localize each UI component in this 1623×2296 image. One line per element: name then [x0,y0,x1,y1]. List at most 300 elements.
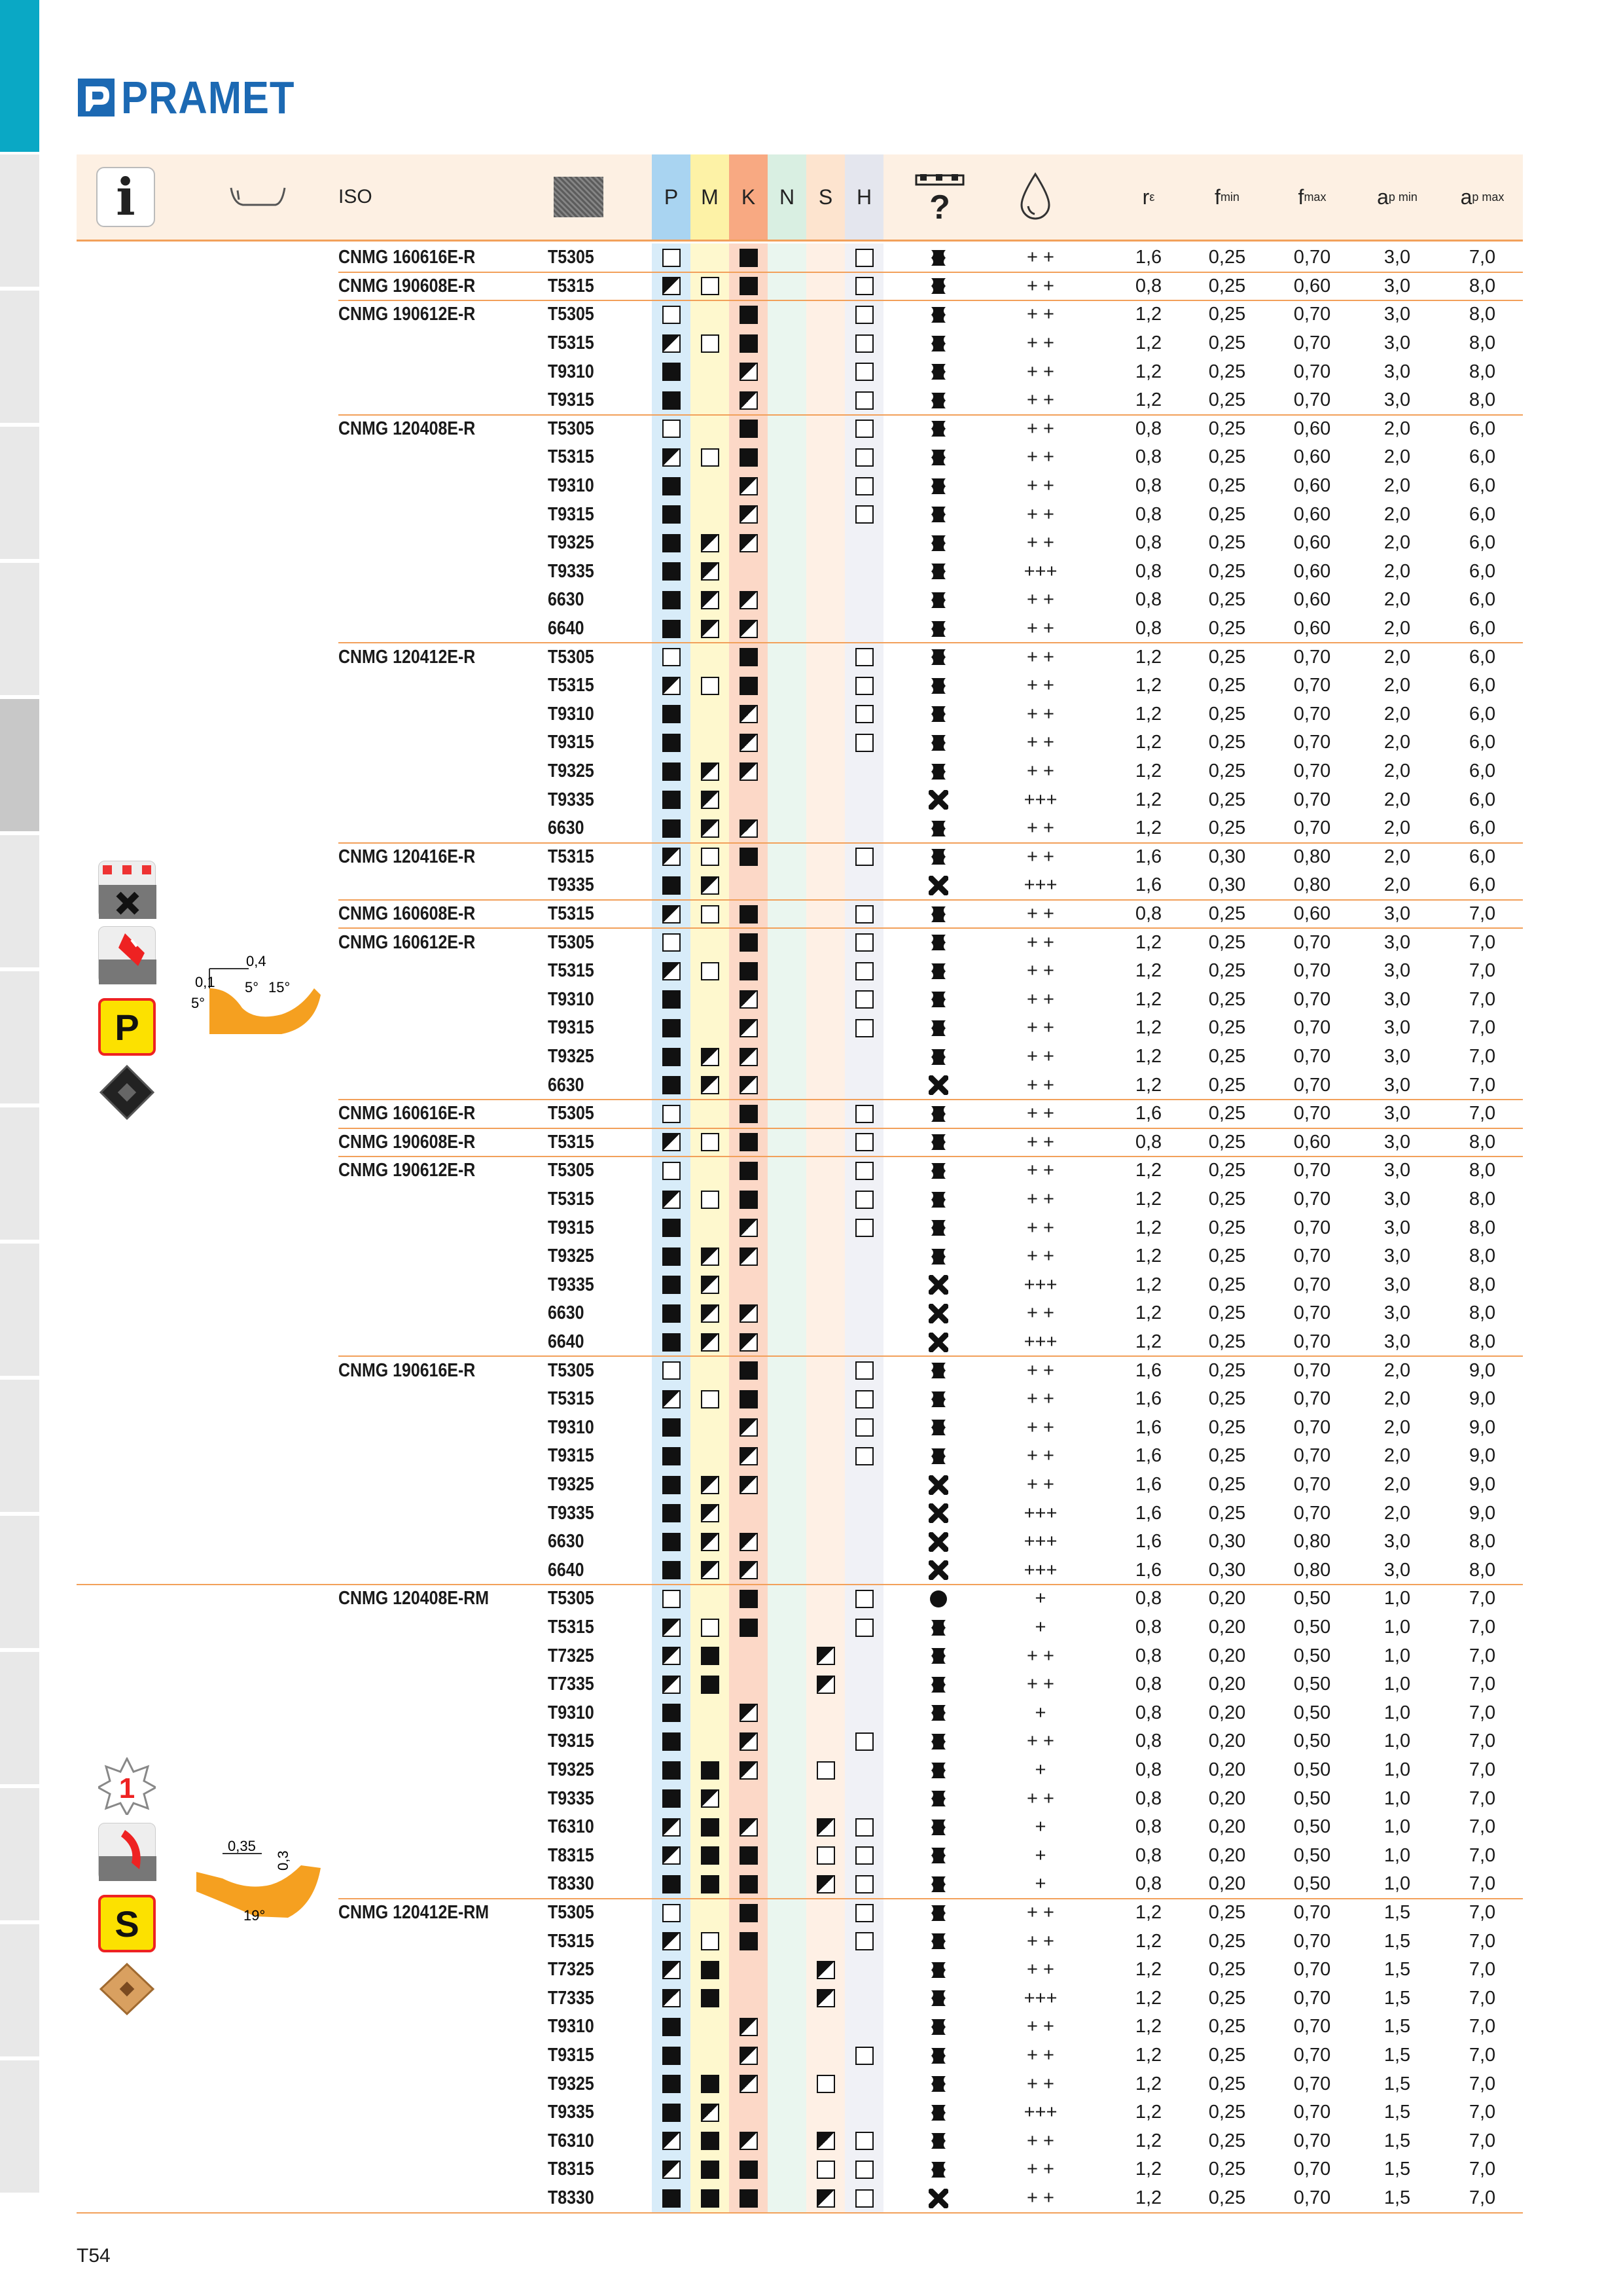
material-cell-k [729,386,768,415]
param-value: 0,8 [1135,475,1162,497]
table-row[interactable] [0,1043,1623,1071]
material-cell-p [652,615,690,643]
grade-code: T9325 [548,1046,594,1067]
material-cell-h [845,272,883,301]
material-cell-n [768,1043,806,1071]
material-cell-n [768,1927,806,1956]
material-cell-p [652,1213,690,1242]
coolant-rating: + + [1027,931,1054,953]
material-cell-h [845,415,883,444]
chipbreaker-cell [906,1299,971,1328]
param-value: 1,2 [1135,2102,1162,2123]
filled-square-icon [662,2104,681,2122]
table-row[interactable] [0,643,1623,672]
chipbreaker-cell [906,1128,971,1157]
table-row[interactable] [0,1784,1623,1813]
coolant-rating: + + [1027,275,1054,296]
half-square-icon [662,1619,681,1637]
param-value: 7,0 [1469,1987,1496,2009]
empty-square-icon [855,448,874,467]
coolant-rating: + + [1027,1359,1054,1381]
table-row[interactable] [0,814,1623,843]
material-cell-p [652,1956,690,1984]
param-value: 3,0 [1383,389,1411,411]
half-square-icon [701,1533,719,1551]
coolant-rating: + + [1027,418,1054,439]
chipbreaker-cell [906,272,971,301]
chip-bowtie-icon [929,1903,948,1923]
material-cell-h [845,2155,883,2184]
chip-bowtie-icon [929,562,948,581]
table-row[interactable] [0,1356,1623,1385]
diagram-label: 0,4 [246,953,266,969]
coolant-rating: + + [1027,1388,1054,1410]
param-value: 6,0 [1469,761,1496,782]
table-row[interactable] [0,1157,1623,1185]
param-value: 7,0 [1469,1930,1496,1952]
param-value: 0,25 [1208,2159,1246,2180]
empty-square-icon [662,1361,681,1380]
filled-square-icon [740,1875,758,1893]
table-row[interactable] [0,1299,1623,1328]
table-row[interactable] [0,1756,1623,1785]
material-cell-n [768,529,806,558]
table-row[interactable] [0,1071,1623,1100]
half-square-icon [740,1048,758,1066]
param-value: 8,0 [1469,304,1496,325]
param-value: 1,5 [1383,2159,1411,2180]
material-cell-n [768,1499,806,1528]
material-cell-n [768,1899,806,1928]
row-separator [338,642,1523,643]
material-cell-k [729,329,768,358]
table-row[interactable] [0,1641,1623,1670]
table-row[interactable] [0,700,1623,729]
param-value: 0,25 [1208,1217,1246,1238]
material-cell-k [729,1242,768,1271]
grade-code: T9325 [548,1759,594,1781]
table-row[interactable] [0,415,1623,444]
table-row[interactable] [0,1185,1623,1214]
material-cell-m [690,2041,729,2070]
param-value: 6,0 [1469,560,1496,582]
param-value: 7,0 [1469,2130,1496,2151]
chipbreaker-cell [906,1356,971,1385]
table-row[interactable] [0,1956,1623,1984]
material-cell-s [806,558,845,586]
material-cell-m [690,2013,729,2041]
param-value: 1,2 [1135,2187,1162,2209]
filled-square-icon [740,1619,758,1637]
sidebar-tab[interactable] [0,0,39,152]
material-cell-n [768,1242,806,1271]
chip-bowtie-icon [929,762,948,781]
table-row[interactable] [0,1328,1623,1357]
param-value: 1,2 [1135,361,1162,382]
table-row[interactable] [0,728,1623,757]
chipbreaker-cell [906,1271,971,1300]
material-cell-n [768,1157,806,1185]
material-cell-s [806,1442,845,1471]
material-cell-h [845,814,883,843]
material-cell-s [806,1242,845,1271]
row-separator [338,1355,1523,1357]
empty-square-icon [855,1875,874,1893]
material-cell-n [768,2155,806,2184]
param-value: 0,8 [1135,446,1162,468]
insert-shape-icon [98,1960,156,2018]
chip-bowtie-icon [929,647,948,667]
material-cell-n [768,700,806,729]
table-row[interactable] [0,672,1623,700]
chip-bowtie-icon [929,2160,948,2179]
half-square-icon [662,334,681,353]
material-cell-m [690,1784,729,1813]
material-cell-n [768,443,806,472]
material-cell-m [690,1613,729,1642]
material-cell-n [768,1128,806,1157]
material-cell-p [652,386,690,415]
filled-square-icon [662,876,681,895]
param-value: 0,50 [1293,1816,1331,1838]
empty-square-icon [855,1732,874,1751]
material-cell-n [768,1185,806,1214]
param-value: 2,0 [1383,446,1411,468]
material-cell-m [690,415,729,444]
material-cell-n [768,1956,806,1984]
material-cell-m [690,300,729,329]
filled-square-icon [662,562,681,581]
param-value: 0,70 [1293,1160,1331,1181]
material-cell-n [768,1727,806,1756]
param-value: 6,0 [1469,703,1496,725]
param-value: 3,0 [1383,1131,1411,1153]
table-row[interactable] [0,1100,1623,1128]
chip-bowtie-icon [929,676,948,696]
material-cell-p [652,1385,690,1414]
table-row[interactable] [0,1128,1623,1157]
table-row[interactable] [0,500,1623,529]
material-cell-s [806,443,845,472]
table-row[interactable] [0,1556,1623,1585]
param-value: 7,0 [1469,2016,1496,2037]
material-cell-m [690,1927,729,1956]
material-cell-h [845,1471,883,1499]
material-cell-h [845,757,883,786]
material-cell-k [729,1756,768,1785]
param-value: 1,0 [1383,1844,1411,1866]
param-value: 0,70 [1293,389,1331,411]
param-value: 3,0 [1383,1246,1411,1267]
table-row[interactable] [0,472,1623,501]
filled-square-icon [662,1219,681,1237]
material-cell-p [652,243,690,272]
chipbreaker-cell [906,1670,971,1699]
material-cell-p [652,415,690,444]
material-cell-k [729,2070,768,2098]
material-cell-n [768,928,806,957]
material-cell-m [690,1499,729,1528]
param-value: 0,25 [1208,2102,1246,2123]
material-cell-p [652,700,690,729]
param-value: 2,0 [1383,817,1411,839]
half-square-icon [740,391,758,410]
chip-bowtie-icon [929,847,948,867]
table-row[interactable] [0,1471,1623,1499]
material-cell-n [768,1385,806,1414]
geometry-rm-diagram [190,1839,327,1934]
param-value: 8,0 [1469,1160,1496,1181]
coolant-rating: + + [1027,475,1054,497]
table-row[interactable] [0,1242,1623,1271]
half-square-icon [701,819,719,838]
material-cell-k [729,986,768,1014]
table-row[interactable] [0,2127,1623,2156]
chipbreaker-cell [906,443,971,472]
table-row[interactable] [0,2070,1623,2098]
table-row[interactable] [0,2041,1623,2070]
table-row[interactable] [0,1984,1623,2013]
material-cell-p [652,558,690,586]
param-value: 0,60 [1293,275,1331,296]
param-value: 0,8 [1135,1617,1162,1638]
table-row[interactable] [0,1613,1623,1642]
material-cell-p [652,1014,690,1043]
param-value: 2,0 [1383,1502,1411,1524]
table-row[interactable] [0,2098,1623,2127]
param-value: 7,0 [1469,960,1496,982]
material-cell-k [729,1927,768,1956]
chipbreaker-cell [906,1756,971,1785]
table-row[interactable] [0,1528,1623,1556]
coolant-rating: + + [1027,846,1054,867]
material-cell-s [806,2070,845,2098]
material-cell-p [652,785,690,814]
material-cell-s [806,1556,845,1585]
table-row[interactable] [0,558,1623,586]
table-row[interactable] [0,443,1623,472]
material-cell-n [768,357,806,386]
material-cell-m [690,1157,729,1185]
half-square-icon [740,363,758,381]
chip-cross-icon [929,1333,948,1352]
table-row[interactable] [0,1442,1623,1471]
material-cell-m [690,700,729,729]
table-row[interactable] [0,1813,1623,1842]
param-value: 0,60 [1293,903,1331,925]
param-value: 0,25 [1208,1046,1246,1067]
material-cell-h [845,1071,883,1100]
table-row[interactable] [0,1499,1623,1528]
coolant-rating: + + [1027,2073,1054,2094]
material-cell-n [768,2184,806,2213]
chipbreaker-cell [906,2070,971,2098]
table-row[interactable] [0,757,1623,786]
empty-square-icon [855,1191,874,1209]
param-value: 3,0 [1383,1189,1411,1210]
half-square-icon [740,2018,758,2036]
empty-square-icon [855,933,874,952]
table-row[interactable] [0,871,1623,900]
material-cell-h [845,1784,883,1813]
material-cell-s [806,1670,845,1699]
grade-code: T6310 [548,2130,594,2151]
chip-bowtie-icon [929,2017,948,2037]
param-value: 3,0 [1383,247,1411,268]
filled-square-icon [740,1361,758,1380]
table-row[interactable] [0,357,1623,386]
grade-code: 6640 [548,1331,584,1353]
param-value: 0,70 [1293,2130,1331,2151]
param-value: 2,0 [1383,846,1411,867]
chipbreaker-cell [906,1043,971,1071]
param-value: 0,8 [1135,503,1162,525]
coolant-rating: + + [1027,1959,1054,1981]
material-cell-h [845,1157,883,1185]
chip-bowtie-icon [929,1247,948,1266]
grade-code: T9310 [548,703,594,725]
table-row[interactable] [0,1727,1623,1756]
material-cell-p [652,1328,690,1357]
empty-square-icon [855,1447,874,1465]
param-value: 0,25 [1208,503,1246,525]
empty-square-icon [817,2075,835,2093]
param-value: 1,6 [1135,1416,1162,1438]
half-square-icon [701,2104,719,2122]
chip-bowtie-icon [929,1818,948,1837]
chipbreaker-cell [906,2098,971,2127]
svg-text:1: 1 [118,1772,135,1804]
material-cell-m [690,1043,729,1071]
table-row[interactable] [0,272,1623,301]
empty-square-icon [662,933,681,952]
material-cell-h [845,643,883,672]
table-row[interactable] [0,900,1623,929]
param-value: 7,0 [1469,1844,1496,1866]
empty-square-icon [855,2047,874,2065]
param-value: 0,25 [1208,618,1246,639]
table-row[interactable] [0,843,1623,872]
empty-square-icon [855,1904,874,1922]
empty-square-icon [855,734,874,752]
param-value: 1,2 [1135,1246,1162,1267]
filled-square-icon [740,905,758,924]
filled-square-icon [701,1846,719,1865]
table-row[interactable] [0,1585,1623,1613]
material-cell-k [729,672,768,700]
half-square-icon [740,705,758,723]
table-row[interactable] [0,2155,1623,2184]
grade-code: T9315 [548,2045,594,2066]
half-square-icon [740,1418,758,1437]
chipbreaker-cell [906,1385,971,1414]
coolant-rating: + + [1027,1246,1054,1267]
chip-bowtie-icon [929,419,948,439]
material-cell-k [729,2098,768,2127]
param-value: 3,0 [1383,1531,1411,1552]
table-row[interactable] [0,1271,1623,1300]
param-value: 3,0 [1383,931,1411,953]
material-cell-p [652,1100,690,1128]
param-value: 0,25 [1208,817,1246,839]
table-row[interactable] [0,1385,1623,1414]
chip-control-icon [98,861,156,918]
param-value: 8,0 [1469,1559,1496,1581]
material-cell-h [845,1414,883,1443]
param-value: 1,6 [1135,1559,1162,1581]
table-row[interactable] [0,300,1623,329]
insert-profile-icon [228,154,287,240]
material-cell-k [729,1784,768,1813]
chipbreaker-cell [906,1471,971,1499]
material-cell-h [845,1670,883,1699]
param-value: 0,70 [1293,1246,1331,1267]
material-cell-k [729,643,768,672]
diagram-label: 0,3 [275,1850,291,1871]
chipbreaker-cell [906,2041,971,2070]
material-cell-k [729,243,768,272]
table-row[interactable] [0,329,1623,358]
table-row[interactable] [0,1670,1623,1699]
param-value: 1,2 [1135,332,1162,354]
chip-cross-icon [929,1275,948,1295]
empty-square-icon [662,1590,681,1608]
param-value: 1,2 [1135,817,1162,839]
coolant-rating: + + [1027,817,1054,839]
param-value: 7,0 [1469,2159,1496,2180]
param-value: 0,8 [1135,1588,1162,1609]
param-value: 0,25 [1208,789,1246,810]
material-cell-m [690,1442,729,1471]
material-cell-h [845,900,883,929]
material-cell-n [768,1271,806,1300]
filled-square-icon [740,249,758,267]
table-row[interactable] [0,1414,1623,1443]
table-row[interactable] [0,785,1623,814]
chipbreaker-cell [906,843,971,872]
param-value: 7,0 [1469,2102,1496,2123]
table-row[interactable] [0,529,1623,558]
material-cell-m [690,472,729,501]
param-value: 0,25 [1208,2187,1246,2209]
iso-code: CNMG 160608E-R [338,903,476,925]
table-row[interactable] [0,2184,1623,2213]
material-cell-n [768,500,806,529]
coolant-rating: +++ [1024,789,1058,810]
table-row[interactable] [0,243,1623,272]
half-square-icon [701,791,719,809]
table-row[interactable] [0,586,1623,615]
table-row[interactable] [0,1699,1623,1728]
coolant-rating: + + [1027,532,1054,554]
param-value: 3,0 [1383,903,1411,925]
table-row[interactable] [0,386,1623,415]
param-value: 7,0 [1469,1873,1496,1895]
param-value: 0,70 [1293,1502,1331,1524]
chip-bowtie-icon [929,1104,948,1124]
iso-code: CNMG 120416E-R [338,846,476,867]
table-row[interactable] [0,2013,1623,2041]
chip-bowtie-icon [929,1161,948,1181]
table-row[interactable] [0,1213,1623,1242]
param-value: 0,60 [1293,446,1331,468]
param-value: 0,60 [1293,618,1331,639]
table-row[interactable] [0,615,1623,643]
filled-square-icon [662,1076,681,1094]
param-value: 0,25 [1208,1017,1246,1039]
param-value: 0,50 [1293,1787,1331,1809]
param-value: 0,70 [1293,988,1331,1010]
